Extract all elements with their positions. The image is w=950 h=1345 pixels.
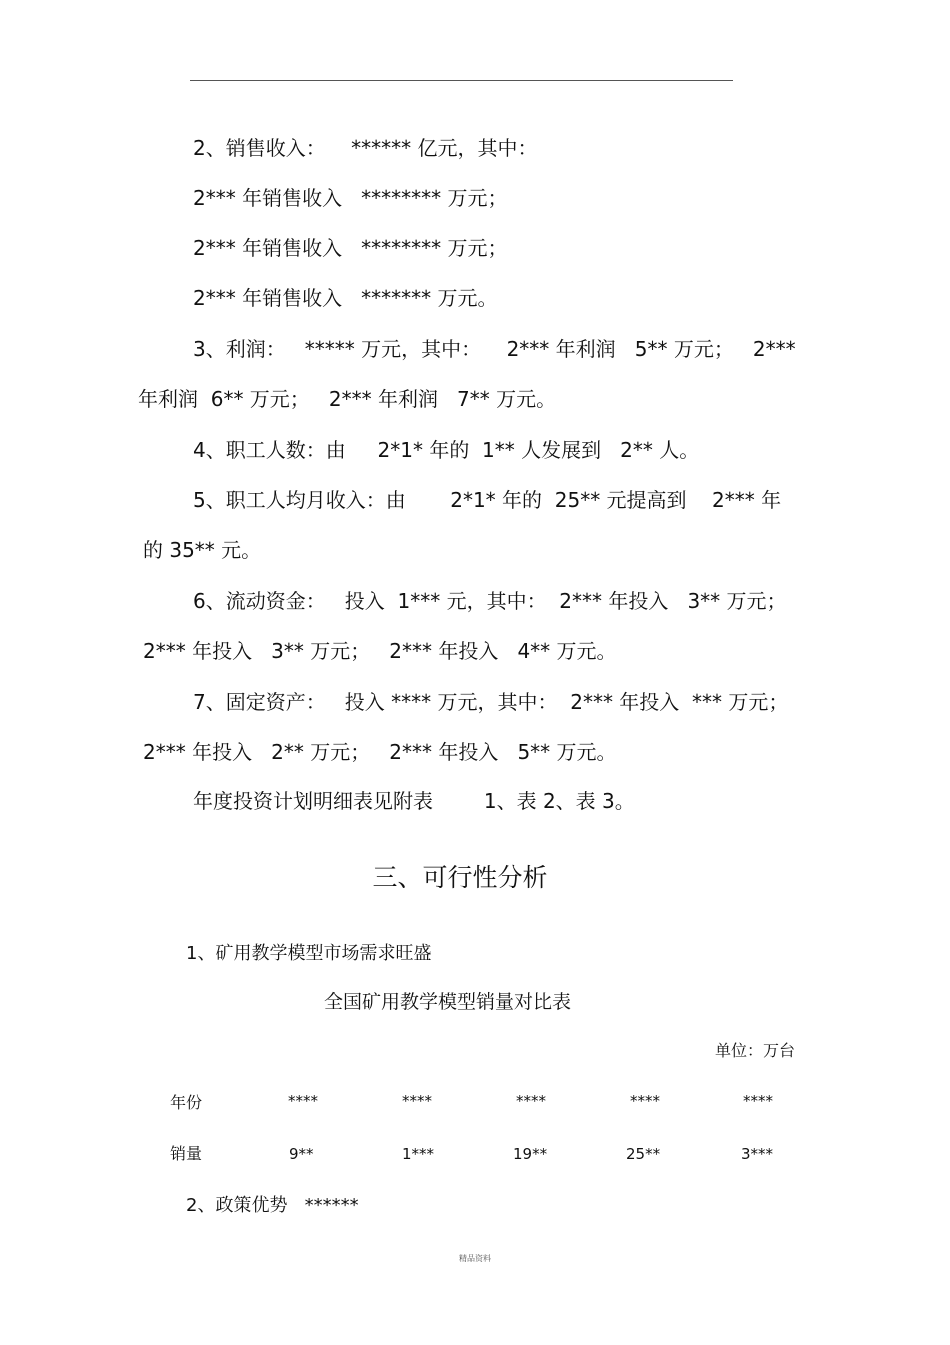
text-line-staff: 4、职工人数：由 2*1* 年的 1** 人发展到 2** 人。 [193,438,700,462]
table-title: 全国矿用教学模型销量对比表 [323,991,571,1013]
text-line-income: 5、职工人均月收入：由 2*1* 年的 25** 元提高到 2*** 年 [193,488,782,512]
year-cell: **** [516,1092,546,1110]
sales-cell: 3*** [741,1145,774,1163]
year-cell: **** [288,1092,318,1110]
text-line-fixed-assets: 7、固定资产： 投入 **** 万元，其中： 2*** 年投入 *** 万元； [193,690,789,714]
text-line-fixed-assets-cont: 2*** 年投入 2** 万元； 2*** 年投入 5** 万元。 [143,740,617,764]
text-line-sales-year-3: 2*** 年销售收入 ******* 万元。 [193,286,498,310]
text-line-profit: 3、利润： ***** 万元，其中： 2*** 年利润 5** 万元； 2*** [193,337,796,361]
year-row-label: 年份 [170,1093,203,1112]
header-rule [190,80,733,81]
text-line-appendix: 年度投资计划明细表见附表 1、表 2、表 3。 [193,789,635,813]
text-line-sales: 2、销售收入： ****** 亿元，其中： [193,136,538,160]
text-line-sales-year-1: 2*** 年销售收入 ******** 万元； [193,186,508,210]
text-line-sales-year-2: 2*** 年销售收入 ******** 万元； [193,236,508,260]
text-line-income-cont: 的 35** 元。 [143,538,262,562]
text-line-working-capital-cont: 2*** 年投入 3** 万元； 2*** 年投入 4** 万元。 [143,639,617,663]
sales-row-label: 销量 [170,1144,203,1163]
sales-cell: 9** [289,1145,314,1163]
text-line-profit-cont: 年利润 6** 万元； 2*** 年利润 7** 万元。 [138,387,557,411]
year-cell: **** [402,1092,432,1110]
year-cell: **** [743,1092,773,1110]
page-footer: 精品资料 [459,1254,491,1263]
text-line-working-capital: 6、流动资金： 投入 1*** 元，其中： 2*** 年投入 3** 万元； [193,589,787,613]
sales-cell: 19** [513,1145,548,1163]
year-cell: **** [630,1092,660,1110]
section-title: 三、可行性分析 [372,863,548,892]
sales-cell: 25** [626,1145,661,1163]
sales-cell: 1*** [402,1145,435,1163]
subsection-title-market: 1、矿用教学模型市场需求旺盛 [186,943,432,964]
subsection-title-policy: 2、政策优势 ****** [186,1195,359,1216]
table-unit: 单位：万台 [714,1041,795,1060]
